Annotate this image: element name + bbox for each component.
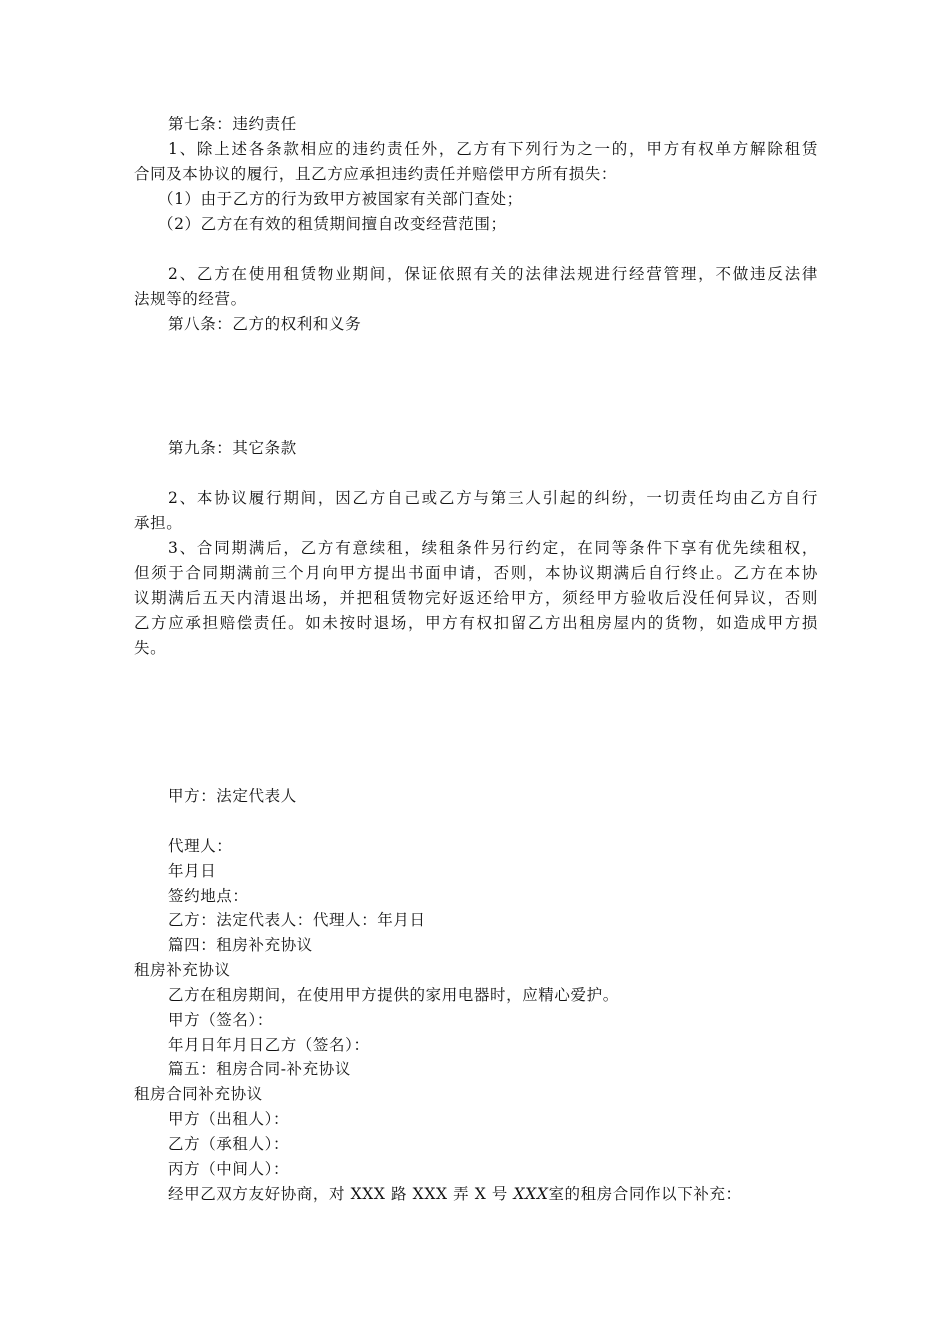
part-5-heading: 篇五：租房合同-补充协议 [168, 1060, 351, 1078]
part-4-party-a-signature: 甲方（签名）： [168, 1011, 273, 1029]
article-8-title: 第八条：乙方的权利和义务 [168, 315, 362, 333]
agent-line: 代理人： [168, 837, 233, 855]
article-7-item-1: （1）由于乙方的行为致甲方被国家有关部门查处； [158, 190, 523, 208]
part-4-party-b-signature: 年月日年月日乙方（签名）： [168, 1036, 370, 1054]
signing-place: 签约地点： [168, 887, 249, 905]
part-5-intro-start: 经甲乙双方友好协商，对 XXX 路 XXX 弄 X 号 [168, 1185, 514, 1203]
part-5-intro-end: 室的租房合同作以下补充： [548, 1185, 742, 1203]
part-5-lessee: 乙方（承租人）： [168, 1135, 290, 1153]
article-9-paragraph-2-line-1: 2、本协议履行期间，因乙方自己或乙方与第三人引起的纠纷，一切责任均由乙方自行 [168, 489, 818, 507]
article-9-paragraph-2-line-2: 承担。 [134, 514, 183, 532]
part-5-intro-room-number: XXX [513, 1185, 549, 1203]
part-5-title: 租房合同补充协议 [134, 1085, 263, 1103]
article-9-paragraph-3-line-5: 失。 [134, 639, 167, 657]
part-5-intro [168, 1182, 742, 1206]
part-5-lessor: 甲方（出租人）： [168, 1110, 290, 1128]
party-a-signature: 甲方：法定代表人 [168, 787, 297, 805]
article-9-paragraph-3-line-1: 3、合同期满后，乙方有意续租，续租条件另行约定，在同等条件下享有优先续租权， [168, 539, 818, 557]
part-4-heading: 篇四：租房补充协议 [168, 936, 313, 954]
article-7-title: 第七条：违约责任 [168, 115, 297, 133]
article-9-paragraph-3-line-4: 乙方应承担赔偿责任。如未按时退场，甲方有权扣留乙方出租房屋内的货物，如造成甲方损 [134, 614, 818, 632]
article-9-paragraph-3-line-3: 议期满后五天内清退出场，并把租赁物完好返还给甲方，须经甲方验收后没任何异议，否则 [134, 589, 818, 607]
date-line: 年月日 [168, 862, 217, 880]
part-4-title: 租房补充协议 [134, 961, 231, 979]
party-b-signature: 乙方：法定代表人：代理人：年月日 [168, 911, 426, 929]
part-5-intermediary: 丙方（中间人）： [168, 1160, 290, 1178]
article-7-item-2: （2）乙方在有效的租赁期间擅自改变经营范围； [158, 215, 507, 233]
article-7-paragraph-2-line-2: 法规等的经营。 [134, 290, 247, 308]
article-9-title: 第九条：其它条款 [168, 439, 297, 457]
article-7-paragraph-1-line-2: 合同及本协议的履行，且乙方应承担违约责任并赔偿甲方所有损失： [134, 165, 618, 183]
article-9-paragraph-3-line-2: 但须于合同期满前三个月向甲方提出书面申请，否则，本协议期满后自行终止。乙方在本协 [134, 564, 818, 582]
part-4-body: 乙方在租房期间，在使用甲方提供的家用电器时，应精心爱护。 [168, 986, 619, 1004]
article-7-paragraph-1-line-1: 1、除上述各条款相应的违约责任外，乙方有下列行为之一的，甲方有权单方解除租赁 [168, 140, 818, 158]
article-7-paragraph-2-line-1: 2、乙方在使用租赁物业期间，保证依照有关的法律法规进行经营管理，不做违反法律 [168, 265, 818, 283]
